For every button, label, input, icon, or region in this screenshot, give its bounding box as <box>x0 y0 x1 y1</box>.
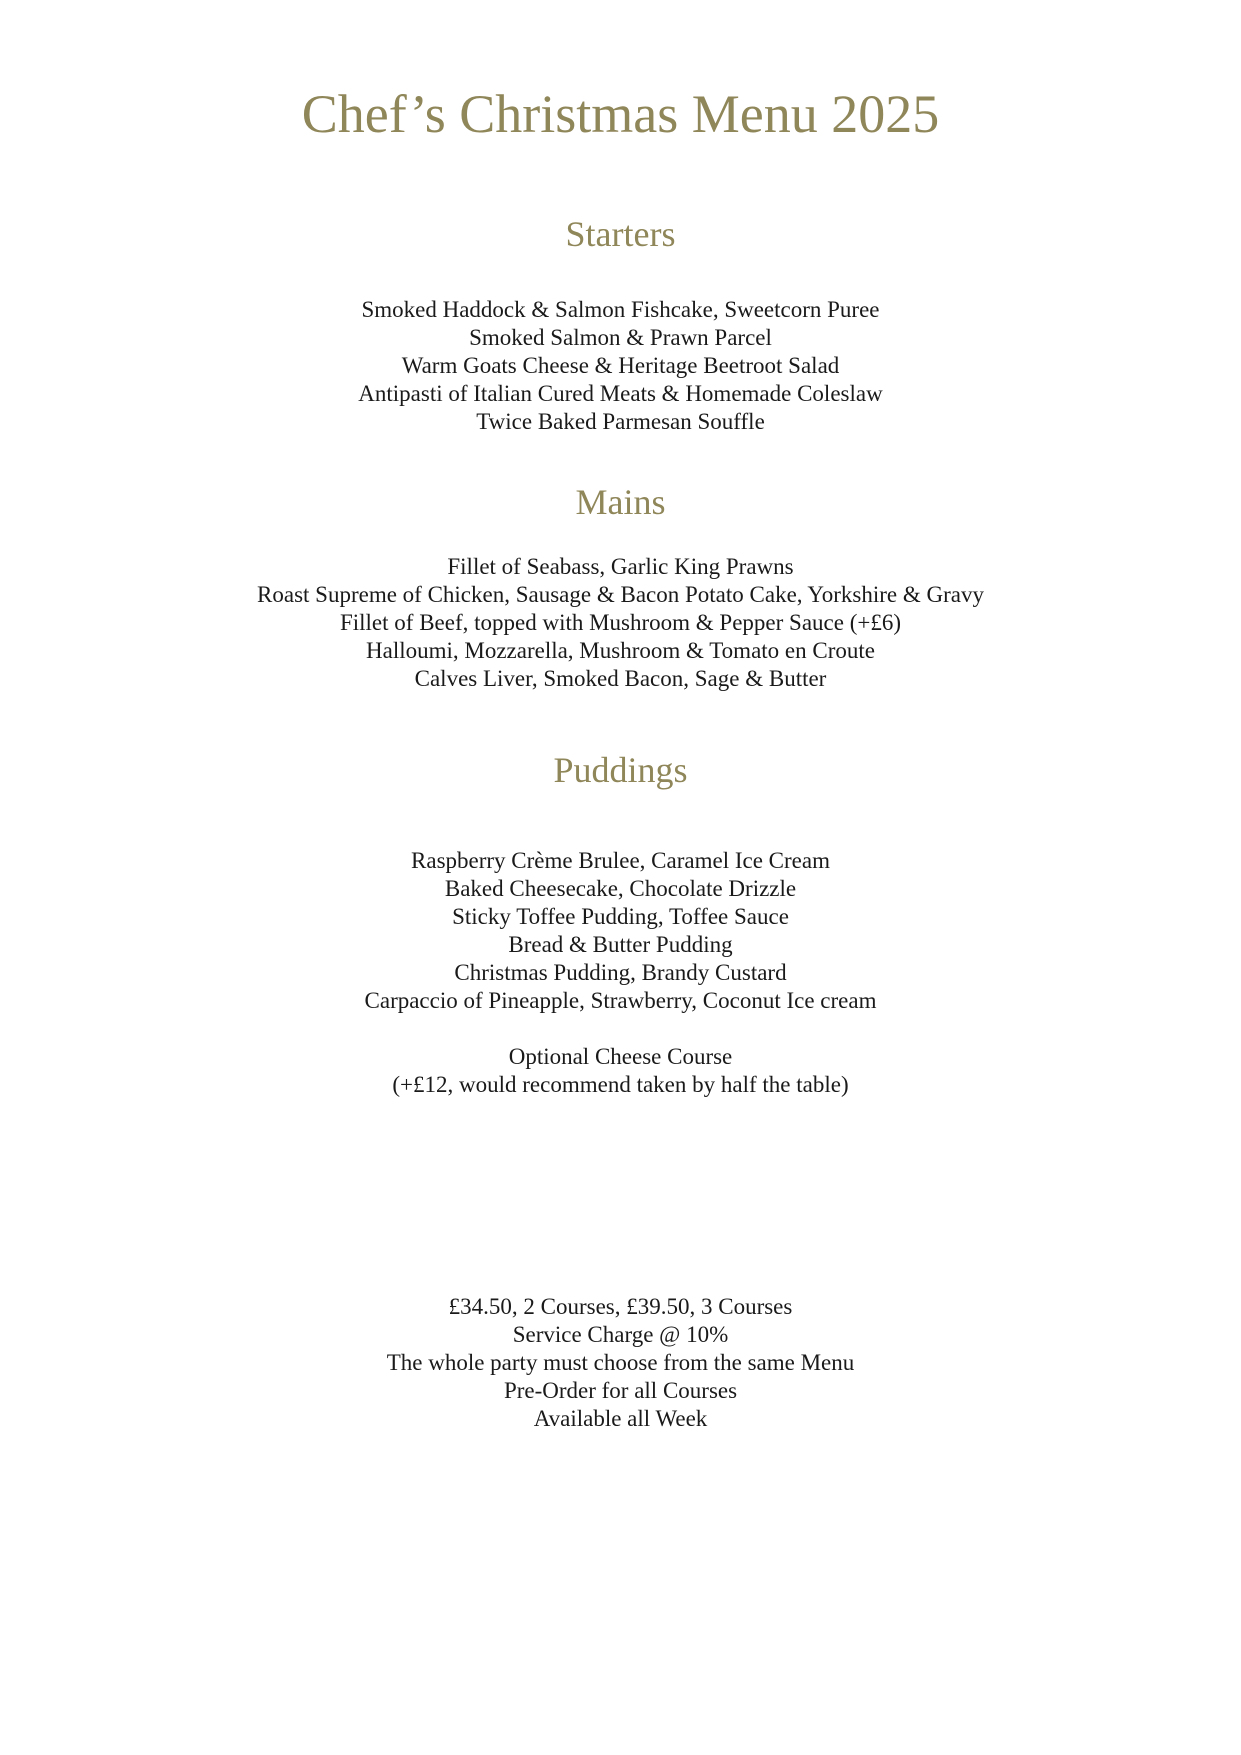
availability-line: Available all Week <box>533 1406 708 1431</box>
list-item: Sticky Toffee Pudding, Toffee Sauce <box>452 904 789 929</box>
list-item: Fillet of Beef, topped with Mushroom & Pepper Sauce (+£6) <box>339 610 902 635</box>
price-line: £34.50, 2 Courses, £39.50, 3 Courses <box>448 1294 793 1319</box>
list-item: Baked Cheesecake, Chocolate Drizzle <box>444 876 797 901</box>
list-item: Christmas Pudding, Brandy Custard <box>454 960 787 985</box>
starters-heading: Starters <box>565 214 676 254</box>
list-item: Bread & Butter Pudding <box>508 932 733 957</box>
list-item: Smoked Salmon & Prawn Parcel <box>469 325 772 350</box>
list-item: Smoked Haddock & Salmon Fishcake, Sweetcorn Puree <box>361 297 880 322</box>
mains-list <box>0 553 1241 693</box>
cheese-course-detail: (+£12, would recommend taken by half the table) <box>392 1072 849 1097</box>
list-item: Antipasti of Italian Cured Meats & Homemade Coleslaw <box>358 381 883 406</box>
cheese-course-note <box>0 1043 1241 1099</box>
puddings-heading: Puddings <box>553 750 688 790</box>
mains-heading: Mains <box>575 482 666 522</box>
list-item: Warm Goats Cheese & Heritage Beetroot Salad <box>401 353 840 378</box>
puddings-list <box>0 847 1241 1015</box>
starters-list <box>0 296 1241 436</box>
list-item: Calves Liver, Smoked Bacon, Sage & Butter <box>414 666 827 691</box>
service-charge-line: Service Charge @ 10% <box>512 1322 729 1347</box>
list-item: Twice Baked Parmesan Souffle <box>476 409 765 434</box>
list-item: Carpaccio of Pineapple, Strawberry, Coconut Ice cream <box>364 988 877 1013</box>
pre-order-line: Pre-Order for all Courses <box>503 1378 738 1403</box>
list-item: Halloumi, Mozzarella, Mushroom & Tomato en Croute <box>366 638 875 663</box>
party-rule-line: The whole party must choose from the same Menu <box>386 1350 855 1375</box>
page-title: Chef’s Christmas Menu 2025 <box>301 84 940 144</box>
pricing-footer <box>0 1293 1241 1433</box>
list-item: Raspberry Crème Brulee, Caramel Ice Cream <box>411 848 830 873</box>
cheese-course-title: Optional Cheese Course <box>508 1044 733 1069</box>
list-item: Fillet of Seabass, Garlic King Prawns <box>447 554 794 579</box>
list-item: Roast Supreme of Chicken, Sausage & Bacon Potato Cake, Yorkshire & Gravy <box>257 582 984 607</box>
